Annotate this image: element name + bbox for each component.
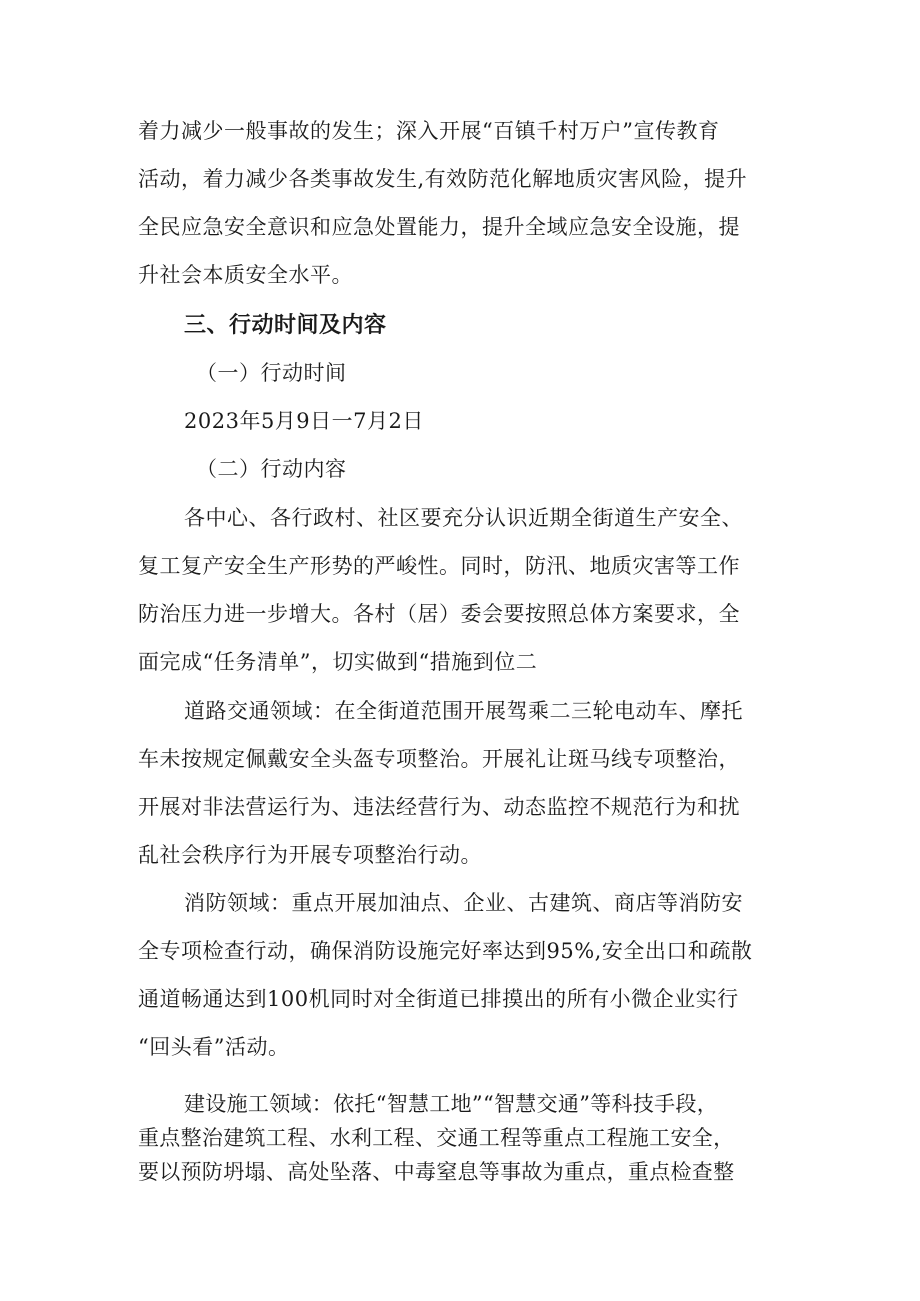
paragraph-line: 乱社会秩序行为开展专项整治行动。: [138, 843, 482, 867]
subsection-heading: （一）行动时间: [196, 361, 347, 385]
paragraph-line: 着力减少一般事故的发生；深入开展“百镇千村万户”宣传教育: [138, 119, 720, 143]
paragraph-line: 道路交通领域：在全街道范围开展驾乘二三轮电动车、摩托: [184, 699, 743, 723]
paragraph-line: 消防领域：重点开展加油点、企业、古建筑、商店等消防安: [184, 891, 743, 915]
paragraph-line: 重点整治建筑工程、水利工程、交通工程等重点工程施工安全，: [138, 1126, 735, 1150]
paragraph-line: 开展对非法营运行为、违法经营行为、动态监控不规范行为和扰: [138, 795, 740, 819]
paragraph-line: 通道畅通达到100机同时对全街道已排摸出的所有小微企业实行: [138, 987, 739, 1011]
paragraph-line: 各中心、各行政村、社区要充分认识近期全街道生产安全、: [184, 506, 743, 530]
date-range: 2023年5月9日一7月2日: [184, 409, 424, 433]
paragraph-line: 面完成“任务清单”，切实做到“措施到位二: [138, 650, 538, 674]
paragraph-line: 建设施工领域：依托“智慧工地”“智慧交通”等科技手段，: [184, 1092, 719, 1116]
paragraph-line: 车未按规定佩戴安全头盔专项整治。开展礼让斑马线专项整治，: [138, 747, 740, 771]
paragraph-line: 升社会本质安全水平。: [138, 263, 353, 287]
paragraph-line: 复工复产安全生产形势的严峻性。同时，防汛、地质灾害等工作: [138, 554, 740, 578]
paragraph-line: 全专项检查行动，确保消防设施完好率达到95%,安全出口和疏散: [138, 939, 753, 963]
paragraph-line: 要以预防坍塌、高处坠落、中毒窒息等事故为重点，重点检查整: [138, 1160, 735, 1184]
paragraph-line: 防治压力进一步增大。各村（居）委会要按照总体方案要求，全: [138, 602, 740, 626]
paragraph-line: 全民应急安全意识和应急处置能力，提升全域应急安全设施，提: [138, 215, 740, 239]
paragraph-line: “回头看”活动。: [138, 1035, 290, 1059]
section-heading: 三、行动时间及内容: [184, 312, 387, 338]
paragraph-line: 活动，着力减少各类事故发生,有效防范化解地质灾害风险，提升: [138, 167, 748, 191]
subsection-heading: （二）行动内容: [196, 457, 347, 481]
